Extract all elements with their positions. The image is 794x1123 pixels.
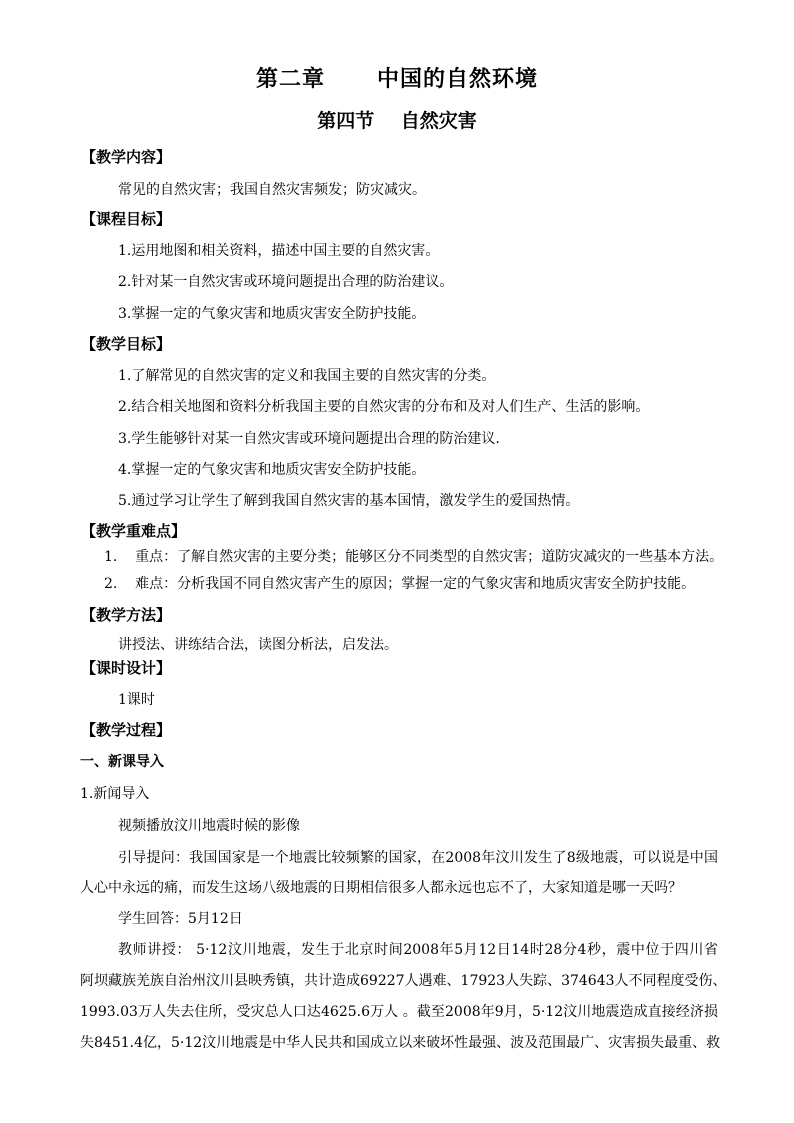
process-paragraph-line: 学生回答：5月12日: [118, 911, 243, 927]
curriculum-goal-item: 2.针对某一自然灾害或环境问题提出合理的防治建议。: [118, 274, 454, 290]
curriculum-goal-item: 1.运用地图和相关资料，描述中国主要的自然灾害。: [118, 243, 440, 259]
heading-teaching-process: 【教学过程】: [81, 721, 172, 739]
heading-teaching-content: 【教学内容】: [81, 148, 172, 166]
heading-key-points: 【教学重难点】: [81, 522, 187, 540]
heading-teaching-goals: 【教学目标】: [81, 335, 172, 353]
heading-curriculum-goals: 【课程目标】: [81, 210, 172, 228]
methods-text: 讲授法、讲练结合法，读图分析法，启发法。: [118, 637, 398, 653]
process-paragraph-line: 阿坝藏族羌族自治州汶川县映秀镇，共计造成69227人遇难、17923人失踪、374643人不同程度受伤、: [80, 973, 727, 989]
process-part-title: 一、新课导入: [80, 754, 164, 770]
section-title: 第四节 自然灾害: [317, 110, 477, 132]
teaching-goal-item: 2.结合相关地图和资料分析我国主要的自然灾害的分布和及对人们生产、生活的影响。: [118, 399, 650, 415]
process-paragraph-line: 教师讲授： 5·12汶川地震，发生于北京时间2008年5月12日14时28分4秒，震中位于四川省: [118, 942, 718, 958]
heading-methods: 【教学方法】: [81, 606, 172, 624]
key-point-item: 2. 难点：分析我国不同自然灾害产生的原因；掌握一定的气象灾害和地质灾害安全防护技能。: [104, 576, 696, 592]
process-paragraph-line: 人心中永远的痛，而发生这场八级地震的日期相信很多人都永远也忘不了，大家知道是哪一天吗？: [80, 880, 682, 896]
teaching-goal-item: 3.学生能够针对某一自然灾害或环境问题提出合理的防治建议.: [118, 431, 500, 447]
heading-lesson-design: 【课时设计】: [81, 659, 172, 677]
process-paragraph-line: 1993.03万人失去住所，受灾总人口达4625.6万人 。截至2008年9月，5·12汶川地震造成直接经济损: [80, 1004, 718, 1020]
lesson-design-text: 1课时: [118, 692, 155, 708]
process-paragraph-line: 视频播放汶川地震时候的影像: [118, 818, 300, 834]
curriculum-goal-item: 3.掌握一定的气象灾害和地质灾害安全防护技能。: [118, 306, 426, 322]
teaching-goal-item: 4.掌握一定的气象灾害和地质灾害安全防护技能。: [118, 462, 426, 478]
chapter-title: 第二章 中国的自然环境: [256, 66, 538, 92]
process-step-title: 1.新闻导入: [80, 786, 150, 802]
teaching-goal-item: 1.了解常见的自然灾害的定义和我国主要的自然灾害的分类。: [118, 368, 496, 384]
process-paragraph-line: 引导提问：我国国家是一个地震比较频繁的国家，在2008年汶川发生了8级地震，可以说是中国: [118, 850, 718, 866]
process-paragraph-line: 失8451.4亿，5·12汶川地震是中华人民共和国成立以来破坏性最强、波及范围最广、灾害损失最重、救: [80, 1035, 721, 1051]
teaching-goal-item: 5.通过学习让学生了解到我国自然灾害的基本国情，激发学生的爱国热情。: [118, 493, 580, 509]
key-point-item: 1. 重点：了解自然灾害的主要分类；能够区分不同类型的自然灾害；道防灾减灾的一些基本方法。: [104, 549, 724, 565]
teaching-content-text: 常见的自然灾害；我国自然灾害频发；防灾减灾。: [118, 182, 426, 198]
